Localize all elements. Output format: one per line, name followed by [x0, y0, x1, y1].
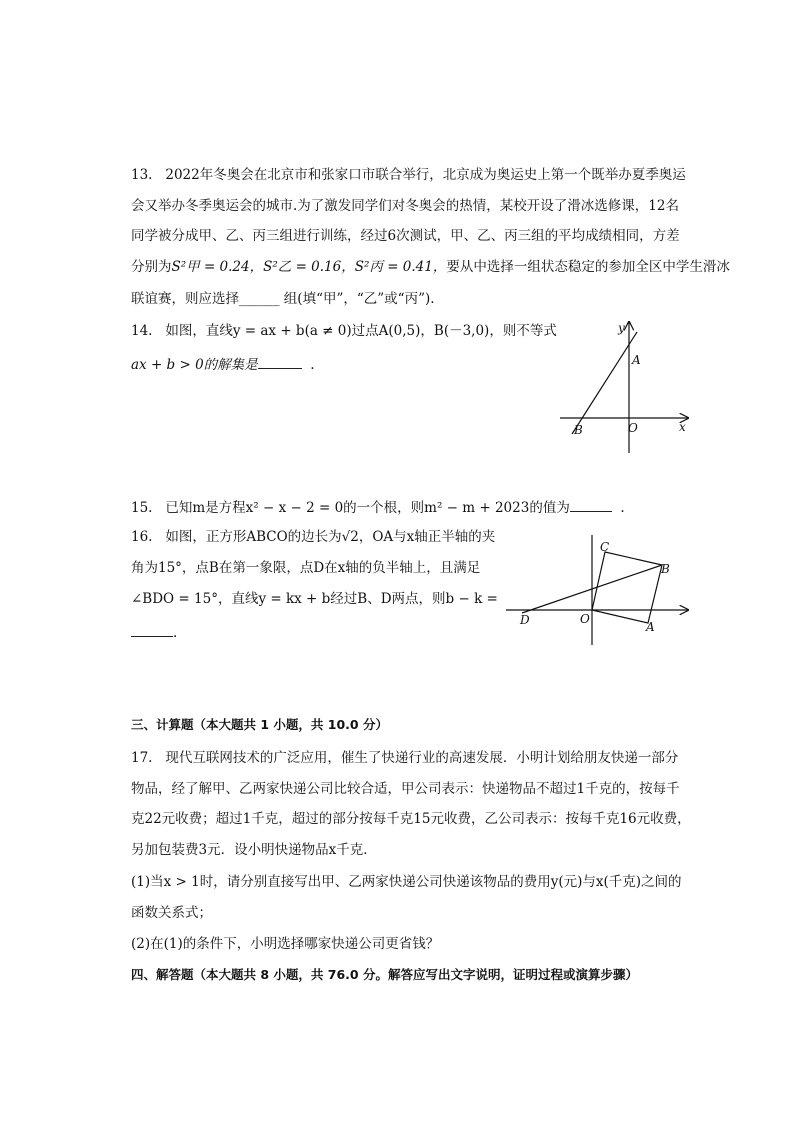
q14-answer-blank[interactable] [258, 354, 302, 369]
q16-label-D: D [520, 613, 530, 627]
q17-part-1a: (1)当x > 1时，请分别直接写出甲、乙两家快递公司快递该物品的费用y(元)与x(千克)之间的 [131, 874, 682, 890]
q14-label-O: O [628, 421, 638, 435]
q17-part-2: (2)在(1)的条件下，小明选择哪家快递公司更省钱？ [131, 936, 440, 952]
q17-line-1: 现代互联网技术的广泛应用，催生了快递行业的高速发展．小明计划给朋友快递一部分 [165, 750, 679, 766]
q14-figure [555, 318, 695, 458]
q16-label-A: A [646, 620, 655, 634]
q15-text: 已知m是方程x² − x − 2 = 0的一个根，则m² − m + 2023的值为 [165, 500, 570, 516]
q14-line-2b: . [310, 357, 315, 373]
q16-label-C: C [600, 540, 610, 554]
q17-number: 17. [131, 750, 153, 766]
q13-number: 13. [131, 167, 153, 183]
q13-answer-blank[interactable]: ______ [239, 291, 280, 307]
q14-label-y: y [618, 321, 625, 335]
q17-part-1b: 函数关系式； [131, 905, 212, 921]
q14-label-A: A [632, 353, 641, 367]
q13-variance-yi: S²乙 = 0.16， [263, 259, 355, 275]
q17-line-4: 另加包装费3元．设小明快递物品x千克． [131, 842, 377, 858]
q16-label-B: B [661, 562, 670, 576]
q13-line-1: 2022年冬奥会在北京市和张家口市联合举行，北京成为奥运史上第一个既举办夏季奥运 [165, 167, 686, 183]
q13-line-5a: 联谊赛，则应选择 [131, 291, 239, 307]
q13-line-5b: 组(填“甲”，“乙”或“丙”). [283, 291, 435, 307]
q17-line-2: 物品，经了解甲、乙两家快递公司比较合适，甲公司表示：快递物品不超过1千克的，按每千 [131, 781, 680, 797]
q16-number: 16. [131, 529, 153, 545]
q16-line-1: 如图，正方形ABCO的边长为√2，OA与x轴正半轴的夹 [165, 529, 496, 545]
q15-end: . [620, 500, 625, 516]
q14-label-B: B [574, 423, 583, 437]
q14-line-2a: ax + b > 0的解集是 [131, 357, 258, 373]
section-3-title: 三、计算题（本大题共 1 小题，共 10.0 分） [131, 717, 388, 732]
q16-figure [500, 535, 700, 655]
q13-variance-bing: S²丙 = 0.41， [354, 259, 447, 275]
q13-line-3: 同学被分成甲、乙、丙三组进行训练，经过6次测试，甲、乙、丙三组的平均成绩相同，方差 [131, 228, 680, 244]
q15-number: 15. [131, 500, 153, 516]
q13-line-2: 会又举办冬季奥运会的城市.为了激发同学们对冬奥会的热情，某校开设了滑冰选修课，12名 [131, 198, 679, 214]
question-15 [131, 497, 625, 517]
q13-line-4b: 要从中选择一组状态稳定的参加全区中学生滑冰 [446, 259, 730, 275]
q16-label-O: O [580, 612, 590, 626]
q13-variance-jia: S²甲 = 0.24， [171, 259, 264, 275]
q14-line-ab [572, 332, 637, 434]
q14-label-x: x [679, 420, 686, 434]
section-4-title: 四、解答题（本大题共 8 小题，共 76.0 分。解答应写出文字说明，证明过程或演算步骤） [131, 967, 638, 982]
q16-answer-blank[interactable] [131, 622, 173, 637]
q16-line-2: 角为15°，点B在第一象限，点D在x轴的负半轴上，且满足 [131, 560, 481, 576]
q16-line-4: . [173, 625, 178, 641]
q15-answer-blank[interactable] [570, 497, 612, 512]
q17-line-3: 克22元收费；超过1千克，超过的部分按每千克15元收费，乙公司表示：按每千克16元收费， [131, 811, 691, 827]
q16-line-3: ∠BDO = 15°，直线y = kx + b经过B、D两点，则b − k = [131, 591, 498, 607]
q13-line-4a: 分别为 [131, 259, 172, 275]
q16-square-abco [592, 552, 662, 623]
q14-number: 14. [131, 323, 153, 339]
q14-line-1: 如图，直线y = ax + b(a ≠ 0)过点A(0,5)，B(－3,0)，则不等式 [165, 323, 557, 339]
